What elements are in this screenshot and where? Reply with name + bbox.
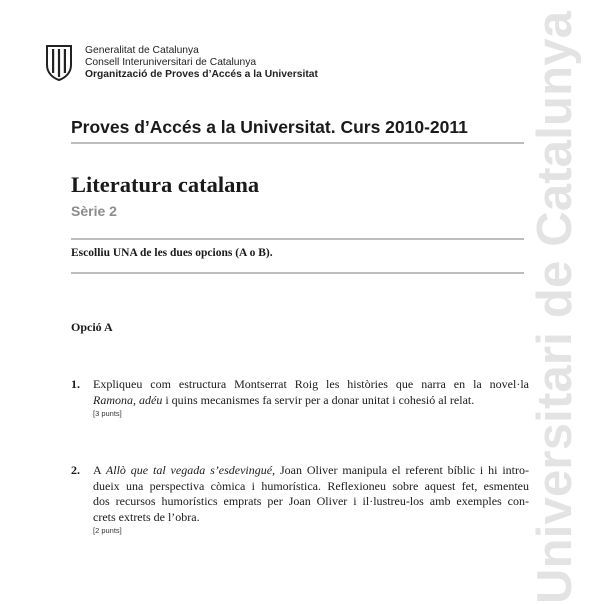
institution-line-3: Organització de Proves d’Accés a la Universitat: [85, 69, 318, 81]
question-line-rest: i quins mecanismes fa servir per a donar unitat i cohesió al relat.: [162, 392, 475, 407]
instruction-bottom-divider: [71, 272, 524, 274]
points-label: [3 punts]: [93, 409, 122, 418]
question-line-pre: A: [93, 463, 106, 477]
generalitat-stripes-icon: [44, 45, 74, 81]
work-title: Allò que tal vegada s’esdevingué: [105, 463, 273, 477]
question-line: dueix una perspectiva còmica i humorística. Reflexioneu sobre aquest fet, esmenteu: [93, 478, 529, 493]
work-title: Ramona, adéu: [93, 392, 163, 407]
institution-line-1: Generalitat de Catalunya: [85, 45, 199, 56]
question-line-rest: , Joan Oliver manipula el referent bíblic i hi intro-: [272, 463, 529, 477]
question-1: [71, 377, 529, 419]
institution-line-2: Consell Interuniversitari de Catalunya: [85, 57, 257, 69]
instruction-text: Escolliu UNA de les dues opcions (A o B).: [71, 247, 273, 259]
series-label: Sèrie 2: [71, 203, 117, 219]
question-text: [93, 377, 529, 408]
question-number: 2.: [71, 463, 80, 477]
subject-title: Literatura catalana: [71, 172, 260, 197]
question-text: [93, 463, 529, 525]
option-heading: Opció A: [71, 320, 113, 334]
vertical-watermark: Universitari de Catalunya: [528, 10, 582, 604]
question-line: dos recursos humorístics emprats per Joan Oliver i il·lustreu-los amb exemples con-: [93, 494, 529, 508]
question-line: [93, 463, 529, 479]
question-2: [71, 463, 529, 536]
question-line: [93, 393, 529, 409]
question-line: Expliqueu com estructura Montserrat Roig les històries que narra en la novel·la: [93, 377, 529, 391]
institution-header: [85, 45, 318, 82]
title-divider: [71, 142, 524, 144]
question-line: crets extrets de l’obra.: [93, 509, 200, 524]
exam-title: Proves d’Accés a la Universitat. Curs 2010-2011: [71, 117, 468, 137]
question-number: 1.: [71, 377, 80, 391]
instruction-top-divider: [71, 238, 524, 240]
points-label: [2 punts]: [93, 526, 122, 535]
